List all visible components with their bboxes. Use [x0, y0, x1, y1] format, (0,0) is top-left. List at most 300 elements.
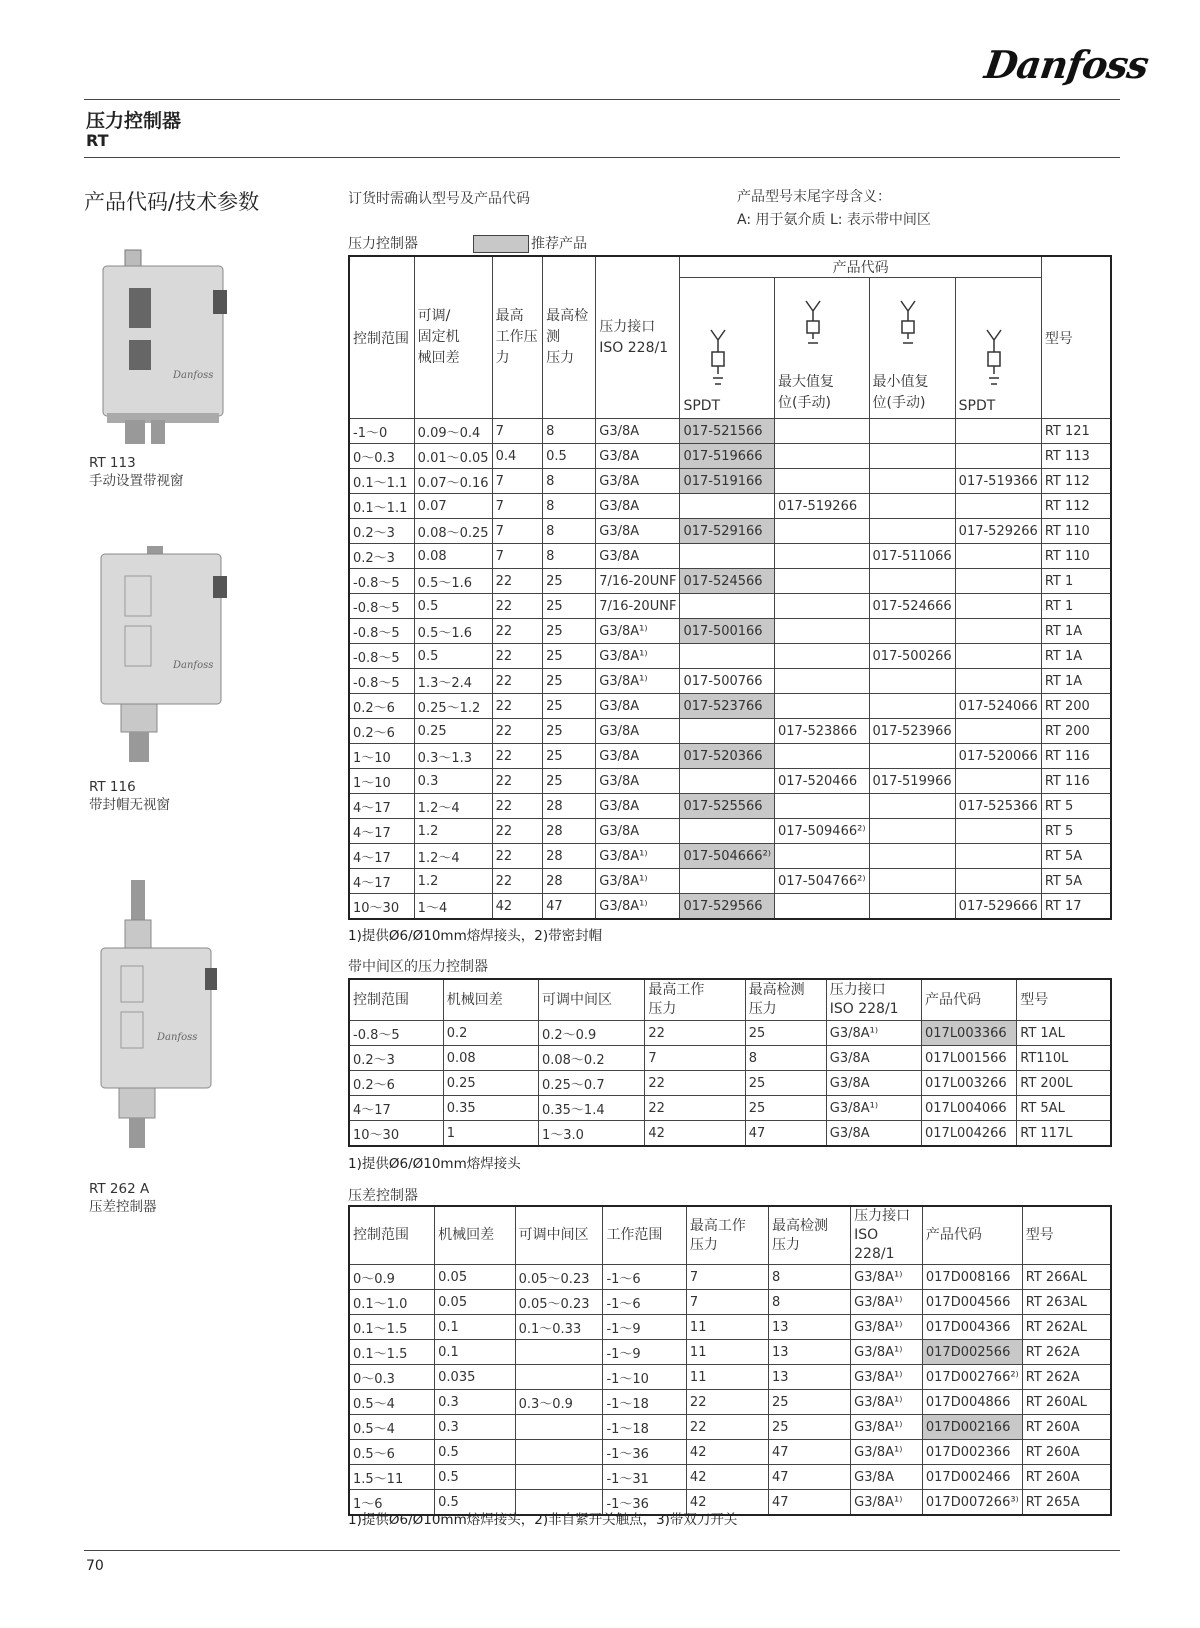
table-cell: RT 5A — [1041, 844, 1111, 869]
table-cell: 7/16-20UNF — [596, 569, 680, 594]
table-cell: 0.5 — [435, 1490, 515, 1516]
table-row — [349, 1365, 1111, 1390]
legend — [473, 233, 587, 253]
table-cell: 017-521566 — [680, 419, 775, 444]
table-cell: 017-520466 — [774, 769, 869, 794]
table-cell: 22 — [645, 1071, 745, 1096]
switch-diagram-icon — [705, 326, 731, 394]
table-cell: 0.5～4 — [349, 1390, 435, 1415]
table-cell: -1～31 — [603, 1465, 686, 1490]
rt116-image — [95, 546, 235, 766]
table-cell — [869, 419, 955, 444]
table-cell: G3/8A — [596, 694, 680, 719]
table-cell: G3/8A¹⁾ — [596, 844, 680, 869]
table-cell: 42 — [686, 1465, 768, 1490]
table-cell: 017-519666 — [680, 444, 775, 469]
table-cell: G3/8A — [596, 519, 680, 544]
table-cell: 0.5～1.6 — [414, 569, 492, 594]
table-cell: 1～6 — [349, 1490, 435, 1516]
table-cell: 017-524566 — [680, 569, 775, 594]
table2-col-header: 控制范围 — [349, 979, 443, 1021]
page-title: 压力控制器 — [86, 110, 182, 132]
table-cell: 7 — [492, 469, 543, 494]
table-cell: 0.1～1.5 — [349, 1340, 435, 1365]
switch-diagram-icon — [800, 299, 826, 349]
table-cell: 8 — [543, 519, 596, 544]
table-cell: G3/8A¹⁾ — [851, 1340, 923, 1365]
table-cell: G3/8A — [596, 719, 680, 744]
table-cell: -0.8～5 — [349, 644, 414, 669]
table-cell: RT 1 — [1041, 569, 1111, 594]
neutral-zone-table — [348, 978, 1112, 1147]
table-cell: -1～6 — [603, 1265, 686, 1290]
table-row — [349, 569, 1111, 594]
table-cell: 0.2 — [443, 1021, 538, 1046]
danfoss-logo: Danfoss — [981, 42, 1151, 87]
table-row — [349, 1021, 1111, 1046]
table-cell: 11 — [686, 1365, 768, 1390]
table-cell: 22 — [492, 669, 543, 694]
table-cell: 017D004566 — [922, 1290, 1022, 1315]
rt113-image — [95, 248, 235, 448]
table-cell: 0.5 — [543, 444, 596, 469]
table-cell: RT 260AL — [1022, 1390, 1111, 1415]
table-cell: G3/8A¹⁾ — [596, 619, 680, 644]
table-cell: -0.8～5 — [349, 569, 414, 594]
th-spdt2 — [955, 278, 1041, 419]
table-cell — [515, 1440, 603, 1465]
table-cell: G3/8A — [826, 1071, 921, 1096]
table-cell: 0.1～1.1 — [349, 469, 414, 494]
table-cell: 22 — [492, 794, 543, 819]
table-cell — [955, 769, 1041, 794]
table2-col-header: 最高工作 压力 — [645, 979, 745, 1021]
section-title: 产品代码/技术参数 — [84, 190, 260, 214]
table-cell: RT 5A — [1041, 869, 1111, 894]
table-cell: 017-529566 — [680, 894, 775, 920]
table-cell: RT 121 — [1041, 419, 1111, 444]
table-cell: 25 — [543, 744, 596, 769]
table-cell: G3/8A — [596, 469, 680, 494]
table-cell: 0.3 — [435, 1390, 515, 1415]
table-cell: 28 — [543, 794, 596, 819]
table-cell: 10～30 — [349, 1121, 443, 1147]
table-cell: 0.2～3 — [349, 519, 414, 544]
table-cell: 22 — [492, 819, 543, 844]
table-cell: RT 116 — [1041, 769, 1111, 794]
table-row — [349, 594, 1111, 619]
table1-footnote: 1)提供Ø6/Ø10mm熔焊接头，2)带密封帽 — [348, 928, 603, 944]
th-diff: 可调/ 固定机 械回差 — [414, 256, 492, 419]
table-cell — [955, 844, 1041, 869]
table-cell — [774, 469, 869, 494]
table-cell: -1～9 — [603, 1340, 686, 1365]
table-cell — [774, 519, 869, 544]
table-cell — [869, 894, 955, 920]
table-row — [349, 644, 1111, 669]
table-row — [349, 619, 1111, 644]
table-cell: 0.2～6 — [349, 719, 414, 744]
svg-text:Danfoss: Danfoss — [173, 660, 214, 671]
th-max-test: 最高检测 压力 — [543, 256, 596, 419]
table3-col-header: 产品代码 — [922, 1206, 1022, 1265]
table-cell: 017-524066 — [955, 694, 1041, 719]
footer-rule — [84, 1550, 1120, 1551]
table-cell: 017-529666 — [955, 894, 1041, 920]
table-cell: G3/8A — [826, 1046, 921, 1071]
table-cell: RT 200 — [1041, 719, 1111, 744]
table-cell: 1～3.0 — [538, 1121, 644, 1147]
table-cell: 017D002166 — [922, 1415, 1022, 1440]
table-cell: 0.5～1.6 — [414, 619, 492, 644]
table3-col-header: 控制范围 — [349, 1206, 435, 1265]
table-cell — [515, 1340, 603, 1365]
differential-pressure-table — [348, 1205, 1112, 1516]
table-cell: -1～9 — [603, 1315, 686, 1340]
table-cell — [869, 694, 955, 719]
page-subtitle: RT — [86, 131, 109, 150]
table-cell: 0.25 — [443, 1071, 538, 1096]
table3-col-header: 可调中间区 — [515, 1206, 603, 1265]
table-cell: 25 — [745, 1096, 826, 1121]
table-row — [349, 894, 1111, 920]
rt116-desc: 带封帽无视窗 — [89, 797, 170, 813]
table-cell: 0.08～0.2 — [538, 1046, 644, 1071]
table-cell: 28 — [543, 869, 596, 894]
rt262a-desc: 压差控制器 — [89, 1199, 157, 1215]
table-cell: 0.1 — [435, 1340, 515, 1365]
table-cell: 4～17 — [349, 794, 414, 819]
table-cell: 017-525566 — [680, 794, 775, 819]
table-cell — [955, 619, 1041, 644]
table2-col-header: 产品代码 — [922, 979, 1017, 1021]
table-cell — [680, 594, 775, 619]
table-row — [349, 769, 1111, 794]
table-cell: RT 5 — [1041, 819, 1111, 844]
table-cell: 0.1 — [435, 1315, 515, 1340]
table-cell — [869, 469, 955, 494]
table-cell: 017-523966 — [869, 719, 955, 744]
table-cell — [955, 494, 1041, 519]
table-cell: RT 112 — [1041, 469, 1111, 494]
table-cell: 47 — [769, 1490, 851, 1516]
table-cell — [869, 669, 955, 694]
table-cell: RT 5AL — [1017, 1096, 1111, 1121]
table-cell — [774, 544, 869, 569]
rt262a-model: RT 262 A — [89, 1181, 150, 1197]
table-cell: 0.2～6 — [349, 1071, 443, 1096]
table-cell — [515, 1365, 603, 1390]
table-cell — [869, 744, 955, 769]
table2-title: 带中间区的压力控制器 — [348, 959, 488, 975]
table-cell: 4～17 — [349, 1096, 443, 1121]
table-cell — [955, 869, 1041, 894]
table-cell — [774, 594, 869, 619]
table-cell: RT 1AL — [1017, 1021, 1111, 1046]
table-cell: 017-529166 — [680, 519, 775, 544]
table-cell: G3/8A — [596, 819, 680, 844]
th-spdt2-label: SPDT — [958, 398, 996, 414]
table3-col-header: 型号 — [1022, 1206, 1111, 1265]
table-cell: 22 — [492, 844, 543, 869]
table-cell: RT 113 — [1041, 444, 1111, 469]
table-cell: 1.5～11 — [349, 1465, 435, 1490]
table-cell: 0.5～6 — [349, 1440, 435, 1465]
table-cell: 22 — [492, 594, 543, 619]
table-cell — [680, 869, 775, 894]
table-row — [349, 1071, 1111, 1096]
table-cell: 25 — [543, 769, 596, 794]
table-cell — [680, 544, 775, 569]
table2-col-header: 压力接口 ISO 228/1 — [826, 979, 921, 1021]
table-cell: G3/8A¹⁾ — [851, 1490, 923, 1516]
table-cell: 10～30 — [349, 894, 414, 920]
table3-header — [349, 1206, 1111, 1265]
th-max-work: 最高 工作压力 — [492, 256, 543, 419]
table-cell — [774, 669, 869, 694]
table-cell — [955, 719, 1041, 744]
table-cell: G3/8A — [826, 1121, 921, 1147]
header-rule-top — [84, 99, 1120, 100]
table2-col-header: 可调中间区 — [538, 979, 644, 1021]
table-cell: G3/8A¹⁾ — [596, 894, 680, 920]
table-cell: 1.2 — [414, 869, 492, 894]
table-cell: 017-519166 — [680, 469, 775, 494]
table-row — [349, 819, 1111, 844]
table-cell — [774, 694, 869, 719]
page-number: 70 — [86, 1558, 104, 1574]
table-cell: RT 1A — [1041, 644, 1111, 669]
table-cell: 0.25～0.7 — [538, 1071, 644, 1096]
suffix-note-2: A: 用于氨介质 L: 表示带中间区 — [737, 212, 931, 228]
table-cell: 017-529266 — [955, 519, 1041, 544]
table-cell: 017-509466²⁾ — [774, 819, 869, 844]
table-cell: 0.08 — [414, 544, 492, 569]
table-cell: 1～10 — [349, 769, 414, 794]
table-cell — [774, 619, 869, 644]
table-cell: 0.05～0.23 — [515, 1265, 603, 1290]
table3-body — [349, 1265, 1111, 1516]
header-rule-bottom — [84, 157, 1120, 158]
table-cell: RT 265A — [1022, 1490, 1111, 1516]
table-cell: G3/8A¹⁾ — [851, 1390, 923, 1415]
table-cell: 8 — [543, 419, 596, 444]
table-cell: 13 — [769, 1315, 851, 1340]
table-cell: G3/8A — [596, 794, 680, 819]
table-cell: 25 — [543, 619, 596, 644]
table-cell — [955, 569, 1041, 594]
table-cell: RT 1A — [1041, 619, 1111, 644]
table-cell: 4～17 — [349, 819, 414, 844]
table-row — [349, 1265, 1111, 1290]
table-cell: G3/8A — [596, 444, 680, 469]
table-cell: 7 — [492, 544, 543, 569]
table-cell: 0.25～1.2 — [414, 694, 492, 719]
table-cell — [680, 494, 775, 519]
table-cell — [955, 594, 1041, 619]
table-cell: G3/8A¹⁾ — [826, 1096, 921, 1121]
table-cell: G3/8A¹⁾ — [851, 1315, 923, 1340]
table-cell: 1.2～4 — [414, 794, 492, 819]
table-cell: 017-520366 — [680, 744, 775, 769]
table-cell: 017-523766 — [680, 694, 775, 719]
table3-col-header: 机械回差 — [435, 1206, 515, 1265]
table-cell: 0.5 — [435, 1465, 515, 1490]
table-cell: 017-519366 — [955, 469, 1041, 494]
table-cell: G3/8A¹⁾ — [851, 1415, 923, 1440]
table-cell: 0.3 — [435, 1415, 515, 1440]
table-cell: 4～17 — [349, 844, 414, 869]
table-cell: 0.05 — [435, 1265, 515, 1290]
table-cell: 22 — [492, 869, 543, 894]
table-cell: RT 262A — [1022, 1340, 1111, 1365]
table-cell: RT 17 — [1041, 894, 1111, 920]
svg-text:Danfoss: Danfoss — [173, 370, 214, 381]
table-cell: 11 — [686, 1315, 768, 1340]
table-cell: 8 — [745, 1046, 826, 1071]
table-row — [349, 544, 1111, 569]
table-row — [349, 744, 1111, 769]
table-row — [349, 669, 1111, 694]
table-cell: 0.5 — [435, 1440, 515, 1465]
table-cell: RT 1 — [1041, 594, 1111, 619]
table3-col-header: 工作范围 — [603, 1206, 686, 1265]
table-cell: 017-500766 — [680, 669, 775, 694]
table-cell: 7 — [645, 1046, 745, 1071]
table-cell: 8 — [769, 1290, 851, 1315]
table-cell: 47 — [769, 1465, 851, 1490]
table-cell: 25 — [745, 1021, 826, 1046]
table-cell — [515, 1465, 603, 1490]
table-cell: -0.8～5 — [349, 594, 414, 619]
table-cell — [955, 819, 1041, 844]
table-cell: -1～18 — [603, 1415, 686, 1440]
table-cell — [774, 844, 869, 869]
table-cell: 017-500266 — [869, 644, 955, 669]
table-cell: RT 112 — [1041, 494, 1111, 519]
table-cell: 0.08 — [443, 1046, 538, 1071]
table-cell: RT 5 — [1041, 794, 1111, 819]
table-cell: 13 — [769, 1365, 851, 1390]
table-cell: 22 — [492, 719, 543, 744]
table-cell: 7/16-20UNF — [596, 594, 680, 619]
table-row — [349, 1340, 1111, 1365]
table-cell: 25 — [769, 1415, 851, 1440]
table-cell: 42 — [686, 1440, 768, 1465]
table-cell: 1.2 — [414, 819, 492, 844]
table-cell: 0.5～4 — [349, 1415, 435, 1440]
table-cell: 0.09～0.4 — [414, 419, 492, 444]
table-cell — [869, 494, 955, 519]
table-cell: 7 — [686, 1290, 768, 1315]
table-cell: RT 1A — [1041, 669, 1111, 694]
table-cell: 25 — [543, 594, 596, 619]
table-cell: -1～0 — [349, 419, 414, 444]
table-cell: 017D002366 — [922, 1440, 1022, 1465]
table-cell: 22 — [492, 619, 543, 644]
table-cell: 47 — [745, 1121, 826, 1147]
table-row — [349, 1390, 1111, 1415]
table-cell: 017-525366 — [955, 794, 1041, 819]
table-row — [349, 1440, 1111, 1465]
table2-col-header: 最高检测 压力 — [745, 979, 826, 1021]
rt262a-caption — [89, 1180, 157, 1216]
table-cell: -1～18 — [603, 1390, 686, 1415]
table-cell: G3/8A¹⁾ — [596, 644, 680, 669]
table-cell: 0.1～1.5 — [349, 1315, 435, 1340]
table-cell: 017D002566 — [922, 1340, 1022, 1365]
svg-text:Danfoss: Danfoss — [157, 1032, 198, 1043]
table-cell: 22 — [492, 644, 543, 669]
table-cell: 017-500166 — [680, 619, 775, 644]
table-cell: 0.08～0.25 — [414, 519, 492, 544]
table-cell — [869, 794, 955, 819]
table-cell: 017-504766²⁾ — [774, 869, 869, 894]
table-cell: RT 116 — [1041, 744, 1111, 769]
table-cell: G3/8A¹⁾ — [851, 1440, 923, 1465]
table3-col-header: 压力接口 ISO 228/1 — [851, 1206, 923, 1265]
table2-body — [349, 1021, 1111, 1147]
table-cell — [869, 819, 955, 844]
table2-header — [349, 979, 1111, 1021]
table-cell: G3/8A¹⁾ — [596, 869, 680, 894]
table-cell — [680, 819, 775, 844]
table-row — [349, 844, 1111, 869]
table-cell: 0.2～0.9 — [538, 1021, 644, 1046]
table-cell: 47 — [769, 1440, 851, 1465]
table-cell: 017-520066 — [955, 744, 1041, 769]
table-cell: RT110L — [1017, 1046, 1111, 1071]
suffix-note-1: 产品型号末尾字母含义： — [737, 189, 891, 205]
table-cell: 0～0.9 — [349, 1265, 435, 1290]
table-cell: 0.35～1.4 — [538, 1096, 644, 1121]
table-cell: G3/8A — [596, 494, 680, 519]
table-cell: 017D007266³⁾ — [922, 1490, 1022, 1516]
table-cell: 25 — [543, 694, 596, 719]
table-cell: RT 117L — [1017, 1121, 1111, 1147]
table-cell — [680, 644, 775, 669]
table-cell: 0～0.3 — [349, 444, 414, 469]
table-cell: 017L004066 — [922, 1096, 1017, 1121]
table-cell: 25 — [745, 1071, 826, 1096]
table2-col-header: 机械回差 — [443, 979, 538, 1021]
table-cell — [955, 644, 1041, 669]
table-cell — [869, 444, 955, 469]
table-cell: 11 — [686, 1340, 768, 1365]
legend-label: 推荐产品 — [531, 236, 587, 252]
table2-col-header: 型号 — [1017, 979, 1111, 1021]
table-cell: 8 — [543, 544, 596, 569]
table-cell — [774, 644, 869, 669]
rt262a-image — [95, 880, 235, 1150]
table-cell: G3/8A¹⁾ — [851, 1365, 923, 1390]
table-row — [349, 719, 1111, 744]
table-cell — [774, 744, 869, 769]
table-cell: RT 266AL — [1022, 1265, 1111, 1290]
table-cell: 25 — [543, 644, 596, 669]
table-cell: 0.2～3 — [349, 544, 414, 569]
table-cell: 0.2～3 — [349, 1046, 443, 1071]
table3-col-header: 最高检测 压力 — [769, 1206, 851, 1265]
table-cell: 47 — [543, 894, 596, 920]
table-cell: G3/8A — [851, 1465, 923, 1490]
table-cell: G3/8A¹⁾ — [596, 669, 680, 694]
legend-swatch — [473, 235, 529, 253]
table-row — [349, 1465, 1111, 1490]
table-cell: 7 — [686, 1265, 768, 1290]
table-cell: 0.1～1.1 — [349, 494, 414, 519]
table-cell: 017D008166 — [922, 1265, 1022, 1290]
